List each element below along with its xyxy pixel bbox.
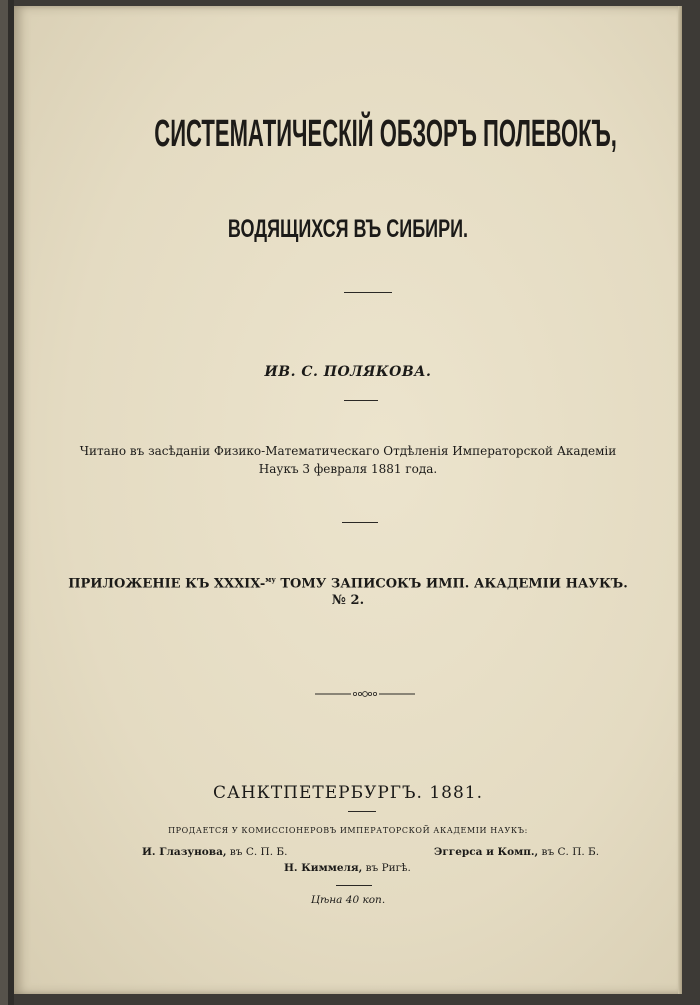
appendix-line-1: ПРИЛОЖЕНІЕ КЪ XXXIX-$^{му}$ ТОМУ ЗАПИСОКЪ ИМП. АКАДЕМІИ НАУКЪ. [68, 575, 628, 592]
price-line: Цѣна 40 коп. [310, 894, 386, 906]
divider-rule-3 [342, 522, 378, 523]
imprint-city-year: САНКТПЕТЕРБУРГЪ. 1881. [212, 783, 484, 803]
divider-rule-1 [344, 292, 392, 293]
divider-rule-2 [344, 400, 378, 401]
sold-by-line: ПРОДАЕТСЯ У КОМИССІОНЕРОВЪ ИМПЕРАТОРСКОЙ АКАДЕМІИ НАУКЪ: [168, 826, 528, 835]
ornament-divider [315, 690, 415, 698]
reading-note: Читано въ засѣданіи Физико-Математическаго Отдѣленія Императорской Академіи Наукъ 3 февраля 1881 года. [79, 444, 617, 476]
agent-eggers: Эггерса и Комп., въ С. П. Б. [434, 846, 600, 858]
divider-rule-4 [348, 811, 376, 812]
divider-rule-5 [336, 885, 372, 886]
agent-kimmel: Н. Киммеля, въ Ригѣ. [284, 862, 411, 874]
appendix-number: № 2. [331, 593, 365, 609]
book-title: СИСТЕМАТИЧЕСКІЙ ОБЗОРЪ ПОЛЕВОКЪ, [154, 113, 617, 155]
author-name: ИВ. С. ПОЛЯКОВА. [264, 364, 432, 380]
agent-glazunov: И. Глазунова, въ С. П. Б. [142, 846, 288, 858]
title-page [14, 6, 682, 994]
book-subtitle: ВОДЯЩИХСЯ ВЪ СИБИРИ. [227, 215, 469, 243]
agents-list [14, 846, 682, 886]
appendix-note [14, 571, 682, 609]
